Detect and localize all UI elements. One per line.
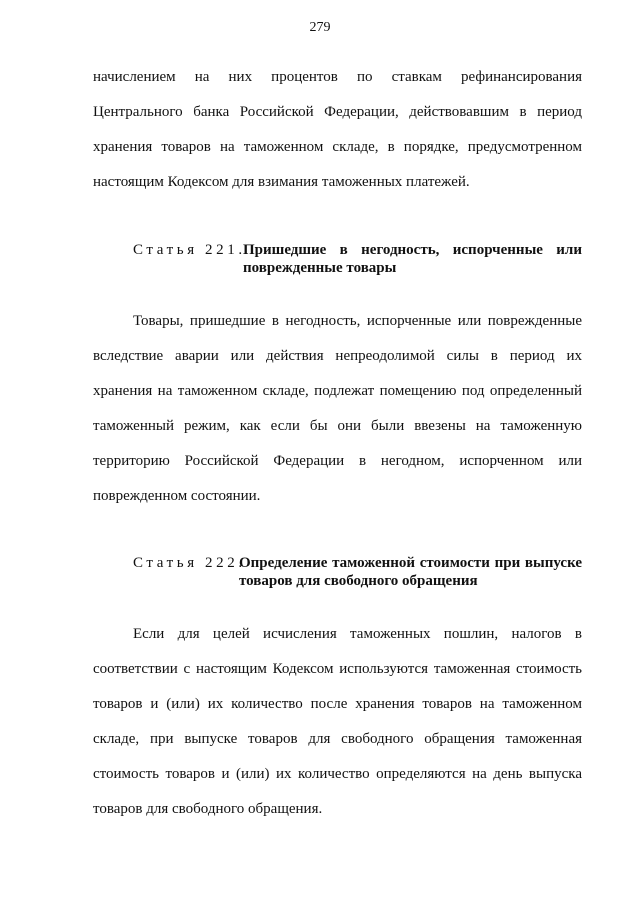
article-221-line: таможенный режим, как если бы они были ввезены на таможенную — [93, 418, 582, 434]
article-222-line: товаров и (или) их количество после хранения товаров на таможенном — [93, 696, 582, 712]
article-221-line: вследствие аварии или действия непреодолимой силы в период их — [93, 348, 582, 364]
article-222-line: соответствии с настоящим Кодексом используются таможенная стоимость — [93, 661, 582, 677]
article-222-title-line: Определение таможенной стоимости при выпуске — [239, 555, 582, 571]
article-221-line: Товары, пришедшие в негодность, испорченные или поврежденные — [133, 313, 582, 329]
article-222-label: Статья 222. — [133, 555, 246, 571]
article-221-label: Статья 221. — [133, 242, 246, 258]
article-222-title-line: товаров для свободного обращения — [239, 573, 478, 589]
article-222-line: стоимость товаров и (или) их количество определяются на день выпуска — [93, 766, 582, 782]
paragraph-line: настоящим Кодексом для взимания таможенных платежей. — [93, 174, 470, 190]
article-222-line: товаров для свободного обращения. — [93, 801, 323, 817]
article-221-line: поврежденном состоянии. — [93, 488, 261, 504]
article-221-title-line: поврежденные товары — [243, 260, 397, 276]
article-221-title-line: Пришедшие в негодность, испорченные или — [243, 242, 582, 258]
paragraph-line: начислением на них процентов по ставкам рефинансирования — [93, 69, 582, 85]
article-222-line: складе, при выпуске товаров для свободного обращения таможенная — [93, 731, 582, 747]
article-221-line: хранения на таможенном складе, подлежат помещению под определенный — [93, 383, 582, 399]
paragraph-line: хранения товаров на таможенном складе, в порядке, предусмотренном — [93, 139, 582, 155]
article-222-line: Если для целей исчисления таможенных пошлин, налогов в — [133, 626, 582, 642]
article-221-line: территорию Российской Федерации в негодном, испорченном или — [93, 453, 582, 469]
paragraph-line: Центрального банка Российской Федерации, действовавшим в период — [93, 104, 582, 120]
page-number: 279 — [309, 20, 331, 35]
